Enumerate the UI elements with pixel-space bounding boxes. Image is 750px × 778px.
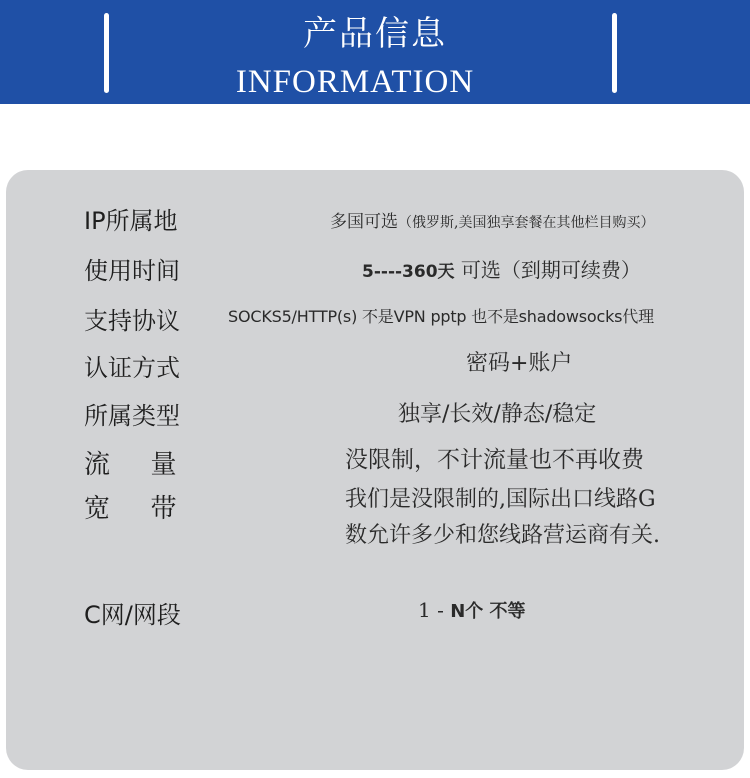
- label-traffic: 流 量: [84, 450, 185, 480]
- header-banner: [0, 0, 750, 104]
- label-cnet: C网/网段: [84, 601, 181, 629]
- label-auth: 认证方式: [84, 354, 180, 382]
- value-bandwidth-line1: 我们是没限制的,国际出口线路G: [345, 487, 656, 512]
- value-protocol: SOCKS5/HTTP(s) 不是VPN pptp 也不是shadowsocks代理: [228, 307, 654, 326]
- value-auth: 密码+账户: [466, 351, 573, 376]
- label-protocol: 支持协议: [84, 307, 180, 335]
- value-cnet: [418, 596, 526, 626]
- value-cnet-count: N个 不等: [450, 601, 526, 622]
- value-traffic: 没限制，不计流量也不再收费: [345, 447, 644, 473]
- value-ip-location: [330, 211, 654, 234]
- label-type: 所属类型: [84, 402, 180, 430]
- value-duration-days: 5----360天: [362, 262, 455, 282]
- banner-subtitle: INFORMATION: [235, 64, 475, 100]
- value-ip-location-main: 多国可选: [330, 212, 398, 232]
- value-bandwidth-line2: 数允许多少和您线路营运商有关.: [345, 523, 660, 548]
- label-ip-location: IP所属地: [84, 207, 178, 235]
- label-duration: 使用时间: [84, 257, 180, 285]
- value-ip-location-note: （俄罗斯,美国独享套餐在其他栏目购买）: [398, 215, 655, 231]
- label-bandwidth: 宽 带: [84, 494, 185, 524]
- banner-title: 产品信息: [303, 14, 447, 54]
- value-duration: [362, 257, 641, 285]
- value-duration-rest: 可选（到期可续费）: [454, 258, 641, 282]
- value-type: 独享/长效/静态/稳定: [398, 402, 597, 427]
- value-cnet-range: 1 -: [418, 598, 451, 622]
